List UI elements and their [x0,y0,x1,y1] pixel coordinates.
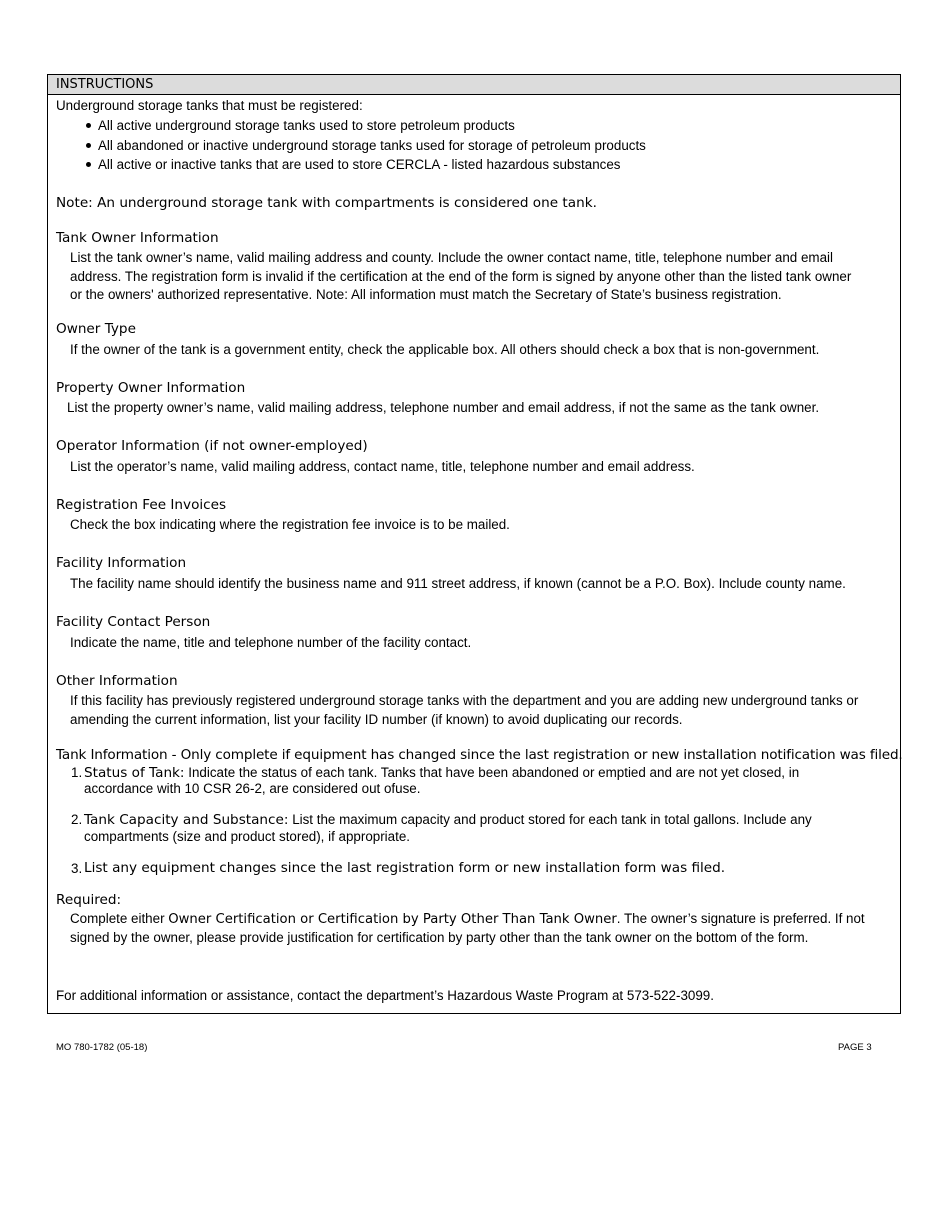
tank-item-equipment: List any equipment changes since the last registration form or new installation form was filed. [84,860,726,876]
bullet-icon [86,143,91,148]
note-text: Note: An underground storage tank with compartments is considered one tank. [56,195,597,211]
tank-item-text: Indicate the status of each tank. Tanks that have been abandoned or emptied and are not yet closed, in [184,765,800,780]
bullet-icon [86,123,91,128]
intro-bullet: All active underground storage tanks used to store petroleum products [98,118,515,133]
tank-item-text: List the maximum capacity and product stored for each tank in total gallons. Include any [288,812,812,827]
required-text: Complete either [70,911,169,926]
facility-text: The facility name should identify the business name and 911 street address, if known (cannot be a P.O. Box). Include county name. [70,576,846,591]
tank-item-label: Tank Capacity and Substance: [84,812,289,828]
contact-text: For additional information or assistance, contact the department’s Hazardous Waste Program at 573-522-3099. [56,988,714,1003]
tank-item-cont: accordance with 10 CSR 26-2, are considered out ofuse. [84,781,421,796]
tank-item-status [84,764,799,782]
bullet-icon [86,162,91,167]
required-line: signed by the owner, please provide justification for certification by party other than the tank owner on the bottom of the form. [70,930,809,945]
form-number: MO 780-1782 (05-18) [56,1042,148,1053]
tank-item-cont: compartments (size and product stored), if appropriate. [84,829,410,844]
intro-text: Underground storage tanks that must be registered: [56,98,363,113]
tank-owner-line: address. The registration form is invalid if the certification at the end of the form is signed by anyone other than the listed tank owner [70,269,852,284]
other-line: If this facility has previously registered underground storage tanks with the department and you are adding new underground tanks or [70,693,859,708]
tank-item-number: 2. [71,812,83,827]
tank-info-heading: Tank Information - Only complete if equipment has changed since the last registration or new installation notification was filed. [56,747,903,763]
tank-item-label: Status of Tank: [84,765,185,781]
other-line: amending the current information, list your facility ID number (if known) to avoid duplicating our records. [70,712,683,727]
owner-type-heading: Owner Type [56,321,136,337]
tank-owner-heading: Tank Owner Information [56,230,219,246]
required-text: . The owner’s signature is preferred. If not [616,911,865,926]
tank-item-number: 1. [71,765,83,780]
property-owner-text: List the property owner’s name, valid mailing address, telephone number and email address, if not the same as the tank owner. [67,400,820,415]
facility-heading: Facility Information [56,555,187,571]
intro-bullet: All abandoned or inactive underground storage tanks used for storage of petroleum products [98,138,646,153]
fee-invoices-text: Check the box indicating where the registration fee invoice is to be mailed. [70,517,510,532]
tank-owner-line: List the tank owner’s name, valid mailing address and county. Include the owner contact name, title, telephone number and email [70,250,833,265]
intro-bullet: All active or inactive tanks that are used to store CERCLA - listed hazardous substances [98,157,621,172]
owner-type-text: If the owner of the tank is a government entity, check the applicable box. All others should check a box that is non-government. [70,342,820,357]
operator-text: List the operator’s name, valid mailing address, contact name, title, telephone number and email address. [70,459,695,474]
required-line [70,910,865,928]
tank-owner-line: or the owners' authorized representative. Note: All information must match the Secretary of State’s business registration. [70,287,782,302]
fee-invoices-heading: Registration Fee Invoices [56,497,227,513]
property-owner-heading: Property Owner Information [56,380,246,396]
required-heading: Required: [56,892,122,908]
tank-item-capacity [84,811,812,829]
tank-item-number: 3. [71,861,83,876]
instructions-header: INSTRUCTIONS [48,75,900,95]
certification-reference: Owner Certification or Certification by Party Other Than Tank Owner [168,912,617,927]
facility-contact-heading: Facility Contact Person [56,614,211,630]
page-number: PAGE 3 [838,1042,872,1053]
facility-contact-text: Indicate the name, title and telephone number of the facility contact. [70,635,472,650]
operator-heading: Operator Information (if not owner-employed) [56,438,368,454]
other-heading: Other Information [56,673,178,689]
